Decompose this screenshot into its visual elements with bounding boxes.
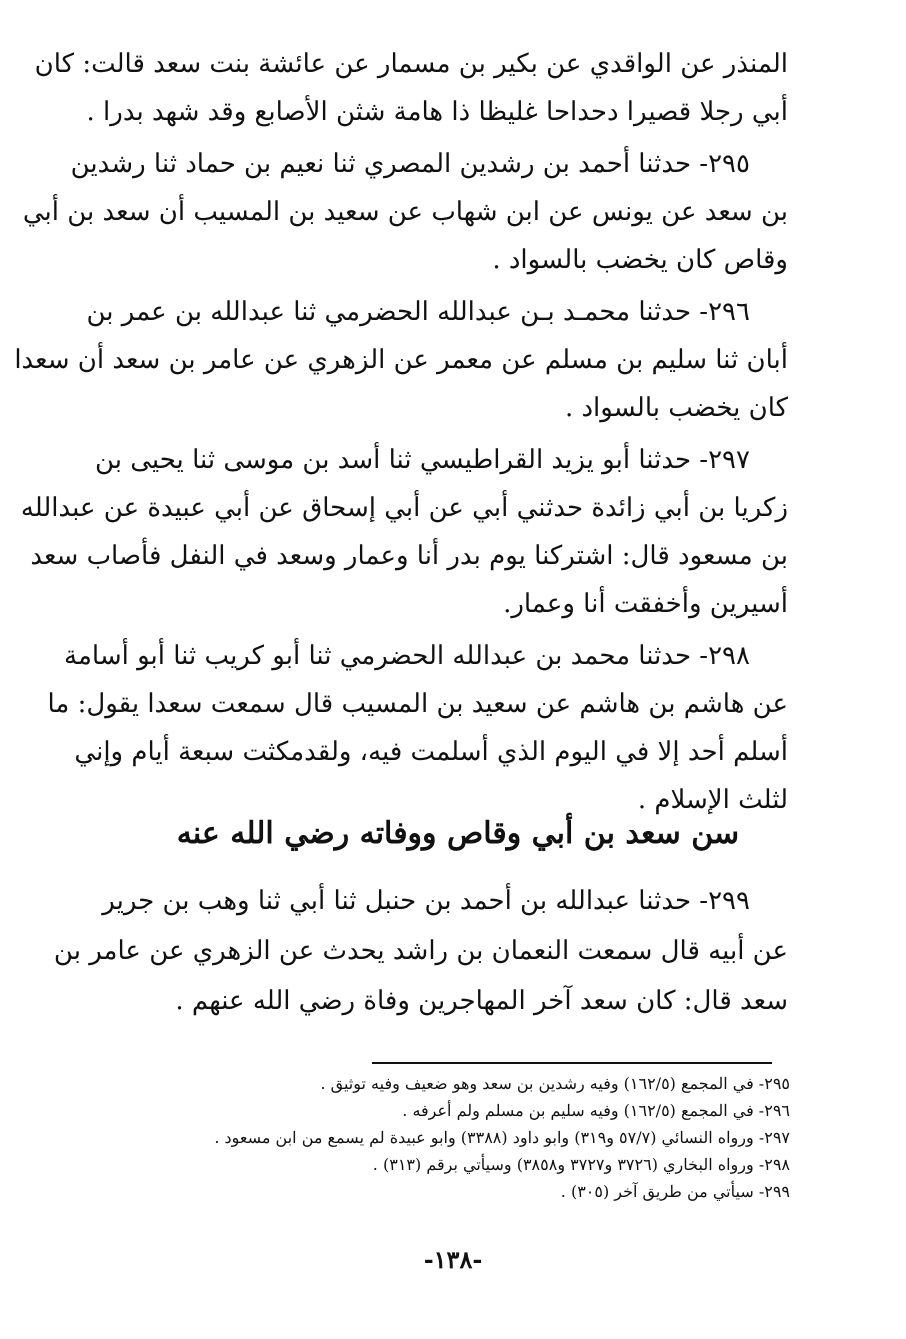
section-heading: سن سعد بن أبي وقاص ووفاته رضي الله عنه (176, 816, 740, 851)
text-line: عن أبيه قال سمعت النعمان بن راشد يحدث عن الزهري عن عامر بن (53, 936, 788, 966)
footnote: ٢٩٩- سيأتي من طريق آخر (٣٠٥) . (560, 1182, 790, 1201)
paragraph-intro (34, 40, 788, 136)
footnote: ٢٩٥- في المجمع (١٦٢/٥) وفيه رشدين بن سعد وهو ضعيف وفيه توثيق . (320, 1074, 790, 1093)
text-line: ٢٩٥- حدثنا أحمد بن رشدين المصري ثنا نعيم بن حماد ثنا رشدين (70, 149, 750, 179)
footnote: ٢٩٦- في المجمع (١٦٢/٥) وفيه سليم بن مسلم ولم أعرفه . (402, 1101, 790, 1120)
text-line: بن سعد عن يونس عن ابن شهاب عن سعيد بن المسيب أن سعد بن أبي (22, 197, 788, 227)
paragraph-297 (20, 436, 788, 628)
text-line: أسيرين وأخفقت أنا وعمار. (503, 589, 788, 619)
text-line: ٢٩٧- حدثنا أبو يزيد القراطيسي ثنا أسد بن موسى ثنا يحيى بن (94, 445, 750, 475)
text-line: وقاص كان يخضب بالسواد . (492, 245, 788, 275)
text-line: أبي رجلا قصيرا دحداحا غليظا ذا هامة شثن الأصابع وقد شهد بدرا . (86, 97, 788, 127)
text-line: كان يخضب بالسواد . (564, 393, 788, 423)
text-line: ٢٩٨- حدثنا محمد بن عبدالله الحضرمي ثنا أبو كريب ثنا أبو أسامة (64, 641, 750, 671)
footnote: ٢٩٨- ورواه البخاري (٣٧٢٦ و٣٧٢٧ و٣٨٥٨) وسيأتي برقم (٣١٣) . (372, 1155, 790, 1174)
text-line: ٢٩٦- حدثنا محمـد بـن عبدالله الحضرمي ثنا عبدالله بن عمر بن (86, 297, 750, 327)
paragraph-296 (14, 288, 788, 432)
text-line: عن هاشم بن هاشم عن سعيد بن المسيب قال سمعت سعدا يقول: ما (47, 689, 788, 719)
page-number: -١٣٨- (423, 1245, 483, 1274)
text-line: زكريا بن أبي زائدة حدثني أبي عن أبي إسحاق عن أبي عبيدة عن عبدالله (20, 493, 788, 523)
text-line: لثلث الإسلام . (637, 785, 788, 815)
text-line: أبان ثنا سليم بن مسلم عن معمر عن الزهري عن عامر بن سعد أن سعدا (14, 345, 788, 375)
main-text-block (14, 40, 788, 828)
paragraph-295 (22, 140, 788, 284)
footnote-divider (372, 1062, 772, 1064)
text-line: سعد قال: كان سعد آخر المهاجرين وفاة رضي الله عنهم . (175, 986, 788, 1016)
paragraph-298 (47, 632, 788, 824)
footnote: ٢٩٧- ورواه النسائي (٥٧/٧ و٣١٩) وابو داود (٣٣٨٨) وابو عبيدة لم يسمع من ابن مسعود . (214, 1128, 790, 1147)
text-line: المنذر عن الواقدي عن بكير بن مسمار عن عائشة بنت سعد قالت: كان (34, 49, 788, 79)
paragraph-299 (53, 876, 788, 1026)
text-line: أسلم أحد إلا في اليوم الذي أسلمت فيه، ولقدمكثت سبعة أيام وإني (74, 737, 788, 767)
text-line: ٢٩٩- حدثنا عبدالله بن أحمد بن حنبل ثنا أبي ثنا وهب بن جرير (102, 886, 750, 916)
text-line: بن مسعود قال: اشتركنا يوم بدر أنا وعمار وسعد في النفل فأصاب سعد (30, 541, 788, 571)
footnotes (214, 1070, 790, 1205)
